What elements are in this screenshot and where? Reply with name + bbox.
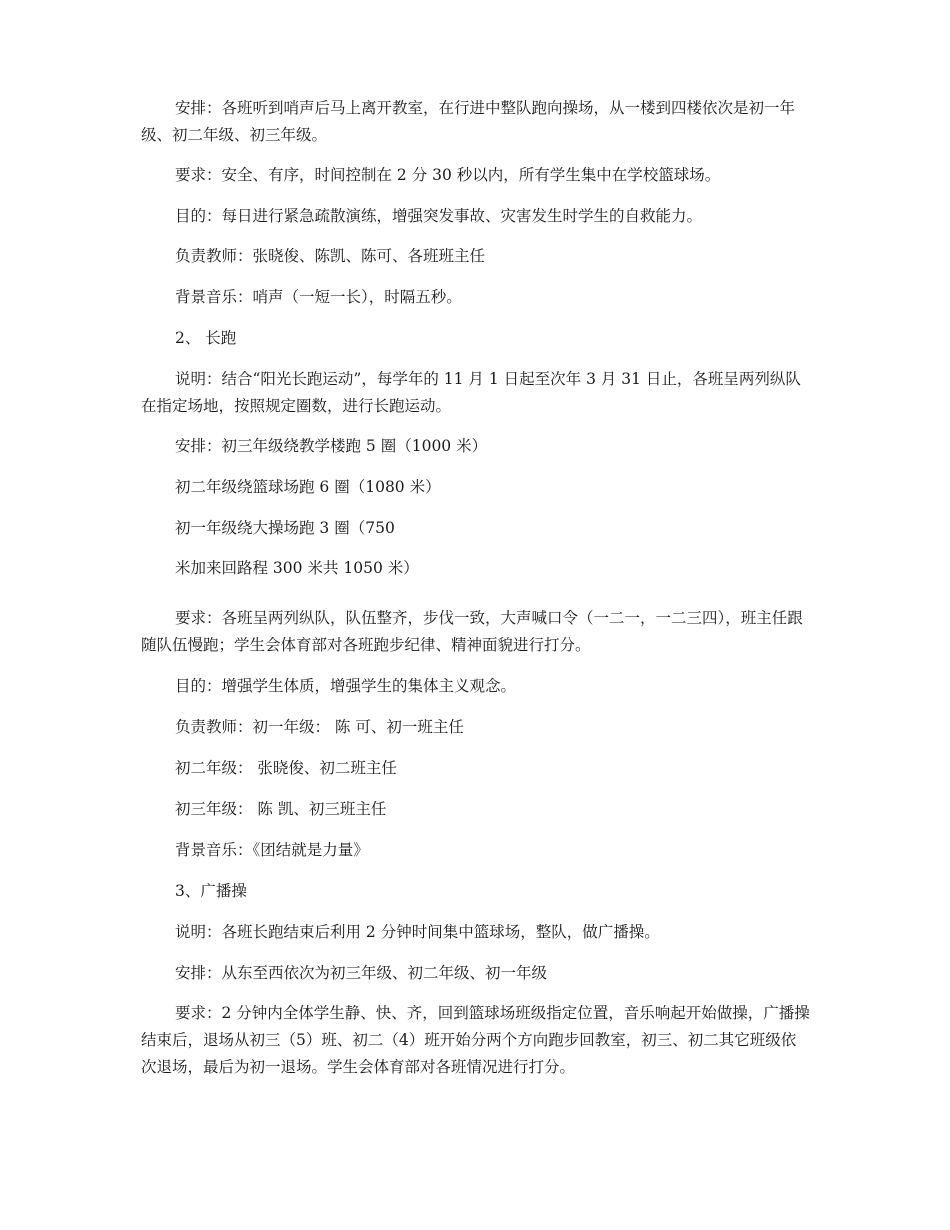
paragraph-exercise-description: 说明：各班长跑结束后利用 2 分钟时间集中篮球场，整队，做广播操。 [175, 923, 660, 941]
paragraph-requirement: 要求：安全、有序，时间控制在 2 分 30 秒以内，所有学生集中在学校篮球场。 [175, 166, 721, 184]
paragraph-grade-two-teachers: 初二年级： 张晓俊、初二班主任 [175, 759, 397, 777]
paragraph-long-run-music: 背景音乐：《团结就是力量》 [175, 841, 369, 859]
paragraph-grade-two-run: 初二年级绕篮球场跑 6 圈（1080 米） [175, 478, 441, 496]
paragraph-arrangement: 安排：各班听到哨声后马上离开教室，在行进中整队跑向操场，从一楼到四楼依次是初一年级、初二年级、初三年级。 [141, 99, 796, 144]
paragraph-long-run-purpose: 目的：增强学生体质，增强学生的集体主义观念。 [175, 677, 517, 695]
section-heading-broadcast-exercise: 3、广播操 [175, 882, 247, 900]
paragraph-long-run-requirement: 要求：各班呈两列纵队，队伍整齐，步伐一致，大声喊口令（一二一，一二三四），班主任跟随队伍慢跑；学生会体育部对各班跑步纪律、精神面貌进行打分。 [141, 609, 803, 654]
paragraph-purpose: 目的：每日进行紧急疏散演练，增强突发事故、灾害发生时学生的自救能力。 [175, 207, 703, 225]
paragraph-grade-one-run: 初一年级绕大操场跑 3 圈（750 [175, 519, 395, 537]
paragraph-long-run-arrangement: 安排：初三年级绕教学楼跑 5 圈（1000 米） [175, 437, 488, 455]
paragraph-teachers: 负责教师：张晓俊、陈凯、陈可、各班班主任 [175, 247, 486, 265]
paragraph-long-run-teachers: 负责教师：初一年级： 陈 可、初一班主任 [175, 718, 464, 736]
paragraph-music: 背景音乐：哨声（一短一长），时隔五秒。 [175, 288, 462, 306]
paragraph-grade-three-teachers: 初三年级： 陈 凯、初三班主任 [175, 800, 387, 818]
paragraph-long-run-description: 说明：结合“阳光长跑运动”，每学年的 11 月 1 日起至次年 3 月 31 日止，各班呈两列纵队在指定场地，按照规定圈数，进行长跑运动。 [141, 370, 801, 415]
paragraph-exercise-arrangement: 安排：从东至西依次为初三年级、初二年级、初一年级 [175, 964, 548, 982]
paragraph-grade-one-run-continued: 米加来回路程 300 米共 1050 米） [175, 559, 419, 577]
section-heading-long-run: 2、 长跑 [175, 329, 237, 347]
paragraph-exercise-requirement: 要求：2 分钟内全体学生静、快、齐，回到篮球场班级指定位置，音乐响起开始做操，广播操结束后，退场从初三（5）班、初二（4）班开始分两个方向跑步回教室，初三、初二其它班级依次退场，最后为初一退场。学生会体育部对各班情况进行打分。 [141, 1004, 810, 1076]
